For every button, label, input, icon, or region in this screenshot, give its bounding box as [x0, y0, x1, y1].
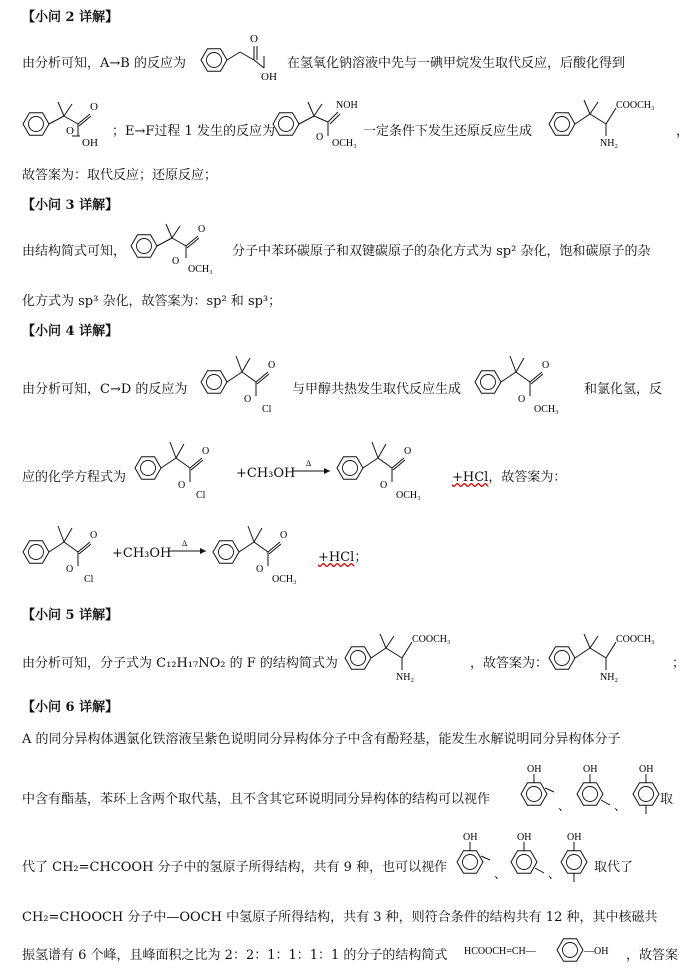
svg-text:HCOOCH=CH—: HCOOCH=CH— [464, 946, 536, 957]
svg-text:Δ: Δ [182, 539, 188, 548]
mol-phenylpyruvic-acid [198, 30, 284, 86]
mol-hcooch-vinylphenol [464, 934, 624, 966]
svg-text:OH: OH [583, 764, 598, 775]
q6-line2-end: 取 [660, 792, 674, 807]
q6-line2: 中含有酯基，苯环上含两个取代基，且不含其它环说明同分异构体的结构可以视作 [22, 792, 491, 807]
svg-text:O: O [90, 530, 98, 541]
svg-text:OH: OH [82, 137, 98, 149]
q5-line1-b: ，故答案为： [470, 656, 549, 671]
svg-text:OH: OH [517, 832, 532, 843]
svg-text:、: 、 [614, 799, 627, 813]
mol-f-structure [340, 626, 464, 684]
svg-text:OCH₃: OCH₃ [534, 404, 559, 415]
q4-line1-c: 和氯化氢，反 [584, 382, 663, 397]
mol-oxime-ester [270, 92, 362, 150]
svg-text:O: O [172, 256, 180, 267]
mol-f-product [544, 92, 668, 150]
eq1-meoh: +CH₃OH [236, 466, 296, 481]
q6-line3-a: 代了 CH₂=CHCOOH 分子中的氢原子所得结构，共有 9 种，也可以视作 [22, 860, 448, 875]
svg-text:NOH: NOH [336, 100, 358, 111]
mol-methyl-ester-d [472, 350, 582, 416]
svg-text:、: 、 [558, 799, 571, 813]
svg-text:OCH₃: OCH₃ [272, 574, 297, 585]
q2-line2-a: ；E→F过程 1 发生的反应为 [112, 124, 275, 139]
svg-text:OCH₃: OCH₃ [396, 490, 421, 501]
eq1-hcl: +HCl，故答案为： [452, 470, 567, 485]
q6-line3-b: 取代了 [594, 860, 634, 875]
svg-text:OH: OH [463, 832, 478, 843]
svg-text:Cl: Cl [262, 404, 272, 415]
svg-text:OH: OH [527, 764, 542, 775]
mol-acyl-chloride [198, 350, 290, 416]
svg-text:OCH₃: OCH₃ [332, 138, 357, 149]
svg-text:O: O [268, 360, 276, 371]
q2-line2-b: 一定条件下发生还原反应生成 [363, 124, 533, 139]
svg-text:O: O [202, 446, 210, 457]
svg-text:O: O [178, 480, 186, 491]
svg-text:O: O [66, 564, 74, 575]
q6-line4: CH₂=CHOOCH 分子中—OOCH 中氢原子所得结构，共有 3 种，则符合条件的结构共有 12 种，其中核磁共 [22, 910, 658, 925]
q4-line1-b: 与甲醇共热发生取代反应生成 [292, 382, 462, 397]
q5-line1-a: 由分析可知，分子式为 C₁₂H₁₇NO₂ 的 F 的结构简式为 [22, 656, 338, 671]
svg-text:O: O [256, 564, 264, 575]
q2-line1-b: 在氢氧化钠溶液中先与一碘甲烷发生取代反应，后酸化得到 [287, 56, 626, 71]
label-oh: OH [261, 71, 277, 83]
svg-text:O: O [90, 101, 98, 113]
q2-line2-c: ， [676, 124, 690, 139]
eq2-meoh: +CH₃OH [112, 546, 172, 561]
svg-text:O: O [518, 394, 526, 405]
svg-text:O: O [198, 224, 206, 235]
q2-line1-a: 由分析可知，A→B 的反应为 [22, 56, 186, 71]
eq2-arrow [166, 538, 210, 558]
svg-text:、: 、 [494, 867, 507, 881]
svg-text:O: O [542, 360, 550, 371]
q2-line3: 故答案为：取代反应；还原反应； [22, 168, 218, 183]
q4-heading: 【小问 4 详解】 [22, 324, 119, 339]
mol-phenol-isomers-2 [454, 832, 594, 892]
svg-text:COOCH₃: COOCH₃ [412, 634, 451, 645]
svg-text:NH₂: NH₂ [600, 672, 618, 683]
mol-methyl-ester-c [126, 214, 222, 276]
eq1-product [334, 436, 444, 502]
svg-text:O: O [404, 446, 412, 457]
svg-text:NH₂: NH₂ [396, 672, 414, 683]
q6-line1: A 的同分异构体遇氯化铁溶液呈紫色说明同分异构体分子中含有酚羟基，能发生水解说明同分异构体分子 [22, 732, 621, 747]
svg-text:O: O [316, 132, 324, 143]
eq1-arrow [290, 458, 334, 478]
svg-text:OH: OH [639, 764, 654, 775]
eq1-reactant [132, 436, 232, 502]
eq2-product [210, 520, 320, 586]
q4-line2-a: 应的化学方程式为 [22, 470, 127, 485]
svg-text:NH₂: NH₂ [600, 138, 618, 149]
q6-line5-a: 振氢谱有 6 个峰，且峰面积之比为 2：2：1：1：1：1 的分子的结构简式 [22, 948, 448, 963]
eq2-hcl: +HCl； [318, 550, 368, 565]
svg-text:—OH: —OH [584, 946, 609, 957]
q5-line1-c: ； [672, 656, 686, 671]
svg-text:OH: OH [567, 832, 582, 843]
svg-text:O: O [244, 394, 252, 405]
q3-line1-b: 分子中苯环碳原子和双键碳原子的杂化方式为 sp² 杂化，饱和碳原子的杂 [232, 244, 651, 259]
q3-heading: 【小问 3 详解】 [22, 198, 119, 213]
svg-text:COOCH₃: COOCH₃ [616, 634, 655, 645]
eq2-reactant [20, 520, 120, 586]
q3-line1-a: 由结构简式可知， [22, 244, 127, 259]
mol-f-answer [544, 626, 668, 684]
q3-line2: 化方式为 sp³ 杂化，故答案为：sp² 和 sp³； [22, 294, 282, 309]
q5-heading: 【小问 5 详解】 [22, 608, 119, 623]
svg-text:、: 、 [548, 867, 561, 881]
svg-text:Δ: Δ [306, 459, 312, 468]
q6-heading: 【小问 6 详解】 [22, 700, 119, 715]
svg-text:O: O [280, 530, 288, 541]
q6-line5-b: ，故答案 [626, 948, 679, 963]
svg-text:COOCH₃: COOCH₃ [616, 100, 655, 111]
svg-text:Cl: Cl [196, 490, 206, 501]
q4-line1-a: 由分析可知，C→D 的反应为 [22, 382, 188, 397]
svg-text:O: O [380, 480, 388, 491]
svg-text:Cl: Cl [84, 574, 94, 585]
svg-text:OCH₃: OCH₃ [188, 264, 213, 275]
svg-text:O: O [66, 125, 74, 137]
label-o: O [250, 33, 258, 45]
q2-heading: 【小问 2 详解】 [22, 10, 119, 25]
mol-dimethyl-phenylpyruvic-acid [20, 92, 110, 150]
mol-phenol-isomers-1 [516, 762, 676, 822]
